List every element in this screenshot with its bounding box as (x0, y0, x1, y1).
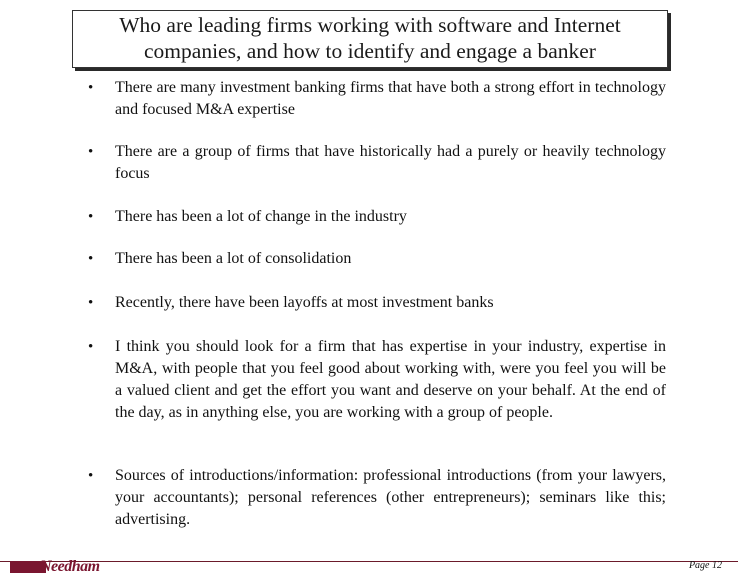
bullet-text: Recently, there have been layoffs at most investment banks (115, 294, 494, 311)
bullet-text: There has been a lot of change in the industry (115, 208, 407, 225)
bullet-text: There are many investment banking firms that have both a strong effort in technology and focused M&A expertise (115, 79, 666, 118)
bullet-text: There has been a lot of consolidation (115, 250, 352, 267)
bullet-marker: • (88, 144, 94, 160)
bullet-marker: • (88, 295, 94, 311)
bullet-text: I think you should look for a firm that has expertise in your industry, expertise in M&A, with people that you feel good about working with, were you feel you will be a valued client and get the effort you want and deserve on your behalf. At the end of the day, as in anything else, you are working with a group of people. (115, 338, 666, 421)
bullet-marker: • (88, 209, 94, 225)
slide-title (73, 11, 667, 64)
slide-title-line-2: companies, and how to identify and engage a banker (144, 39, 596, 63)
page-number: Page 12 (688, 560, 722, 571)
bullet-marker: • (88, 468, 94, 484)
bullet-marker: • (88, 80, 94, 96)
bullet-text: There are a group of firms that have historically had a purely or heavily technology focus (115, 143, 666, 182)
needham-logo (10, 558, 102, 575)
bullet-marker: • (88, 251, 94, 267)
slide-title-line-1: Who are leading firms working with software and Internet (119, 13, 621, 37)
bullet-text: Sources of introductions/information: professional introductions (from your lawyers, your accountants); personal references (other entrepreneurs); seminars like this; advertising. (115, 467, 666, 528)
bullet-marker: • (88, 339, 94, 355)
title-box (72, 10, 668, 68)
footer-divider (0, 561, 738, 562)
logo-wordmark: Needham (40, 558, 100, 575)
